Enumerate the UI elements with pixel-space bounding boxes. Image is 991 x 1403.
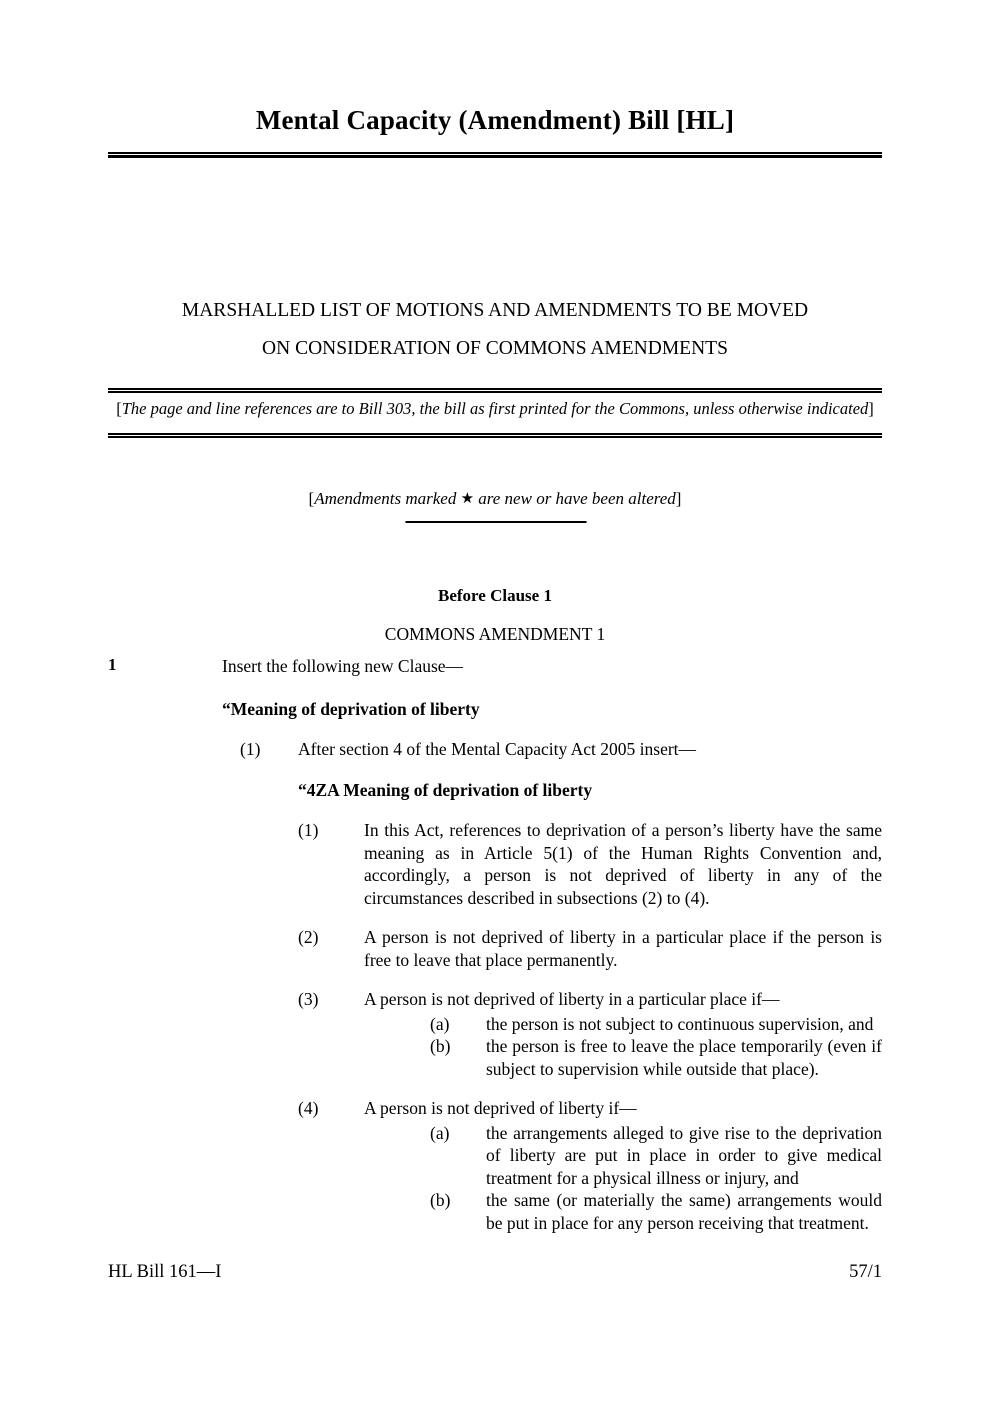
paragraph-3a-text: the person is not subject to continuous supervision, and <box>486 1013 874 1034</box>
paragraph-4b-marker: (b) <box>430 1190 451 1210</box>
amendment-lead-row <box>108 655 882 678</box>
paragraph-4a-text: the arrangements alleged to give rise to the deprivation of liberty are put in place in order to give medical treatment for a physical illness or injury, and <box>486 1122 882 1188</box>
subsection-2 <box>298 926 882 971</box>
commons-amendment-heading: COMMONS AMENDMENT 1 <box>384 624 606 644</box>
paragraph-4b-text: the same (or materially the same) arrangements would be put in place for any person receiving that treatment. <box>486 1190 882 1233</box>
amendment-lead-in: Insert the following new Clause— <box>222 656 464 676</box>
new-clause-title: “Meaning of deprivation of liberty <box>222 699 480 719</box>
starred-close-bracket: ] <box>675 489 682 508</box>
subsection-3 <box>298 988 882 1080</box>
page-reference-note <box>108 398 882 419</box>
subsection-3-marker: (3) <box>298 989 319 1009</box>
star-icon: ★ <box>460 491 475 507</box>
amendment-number: 1 <box>108 655 117 674</box>
subsection-2-text: A person is not deprived of liberty in a particular place if the person is free to leave that place permanently. <box>364 927 882 970</box>
note-close-bracket: ] <box>868 399 874 418</box>
starred-amendments-note <box>108 489 882 509</box>
clause-item-1-marker: (1) <box>240 739 261 759</box>
paragraph-3b <box>430 1035 882 1080</box>
starred-text-before: Amendments marked <box>314 489 461 508</box>
title-rule <box>108 152 882 158</box>
separator-rule <box>405 521 586 523</box>
subsection-4-marker: (4) <box>298 1098 319 1118</box>
note-rule-bottom <box>108 433 882 438</box>
starred-open-bracket: [ <box>308 489 315 508</box>
clause-item-1-text: After section 4 of the Mental Capacity Act 2005 insert— <box>298 739 697 759</box>
subtitle-line-2: ON CONSIDERATION OF COMMONS AMENDMENTS <box>262 338 728 359</box>
paragraph-4a-marker: (a) <box>430 1122 450 1143</box>
document-subtitle <box>108 292 882 368</box>
paragraph-4b <box>430 1189 882 1234</box>
subsection-3-text: A person is not deprived of liberty in a particular place if— <box>364 989 780 1009</box>
subsection-1-marker: (1) <box>298 820 319 840</box>
starred-text-after: are new or have been altered <box>474 489 676 508</box>
note-text: The page and line references are to Bill 303, the bill as first printed for the Commons, unless otherwise indicated <box>121 399 869 418</box>
page-title: Mental Capacity (Amendment) Bill [HL] <box>255 105 735 135</box>
subsection-2-marker: (2) <box>298 927 319 947</box>
amendment-block <box>108 655 882 1234</box>
footer-bill-reference: HL Bill 161—I <box>108 1262 222 1282</box>
paragraph-3b-marker: (b) <box>430 1036 451 1056</box>
subsection-4 <box>298 1097 882 1234</box>
subsection-1 <box>298 819 882 909</box>
before-clause-heading: Before Clause 1 <box>438 586 552 605</box>
paragraph-4a <box>430 1122 882 1190</box>
note-open-bracket: [ <box>116 399 122 418</box>
subsection-1-text: In this Act, references to deprivation of a person’s liberty have the same meaning as in Article 5(1) of the Human Rights Convention and, accordingly, a person is not deprived of liberty in any of the circumstances described in subsections (2) to (4). <box>364 820 882 908</box>
paragraph-3a-marker: (a) <box>430 1013 450 1034</box>
subsection-4-text: A person is not deprived of liberty if— <box>364 1098 637 1118</box>
subtitle-line-1: MARSHALLED LIST OF MOTIONS AND AMENDMENTS TO BE MOVED <box>181 300 809 321</box>
paragraph-3b-text: the person is free to leave the place temporarily (even if subject to supervision while outside that place). <box>486 1036 882 1079</box>
page-footer <box>108 1262 882 1283</box>
clause-item-1 <box>240 738 882 761</box>
inserted-section-heading: “4ZA Meaning of deprivation of liberty <box>298 780 593 800</box>
note-rule-top <box>108 388 882 393</box>
footer-page-reference: 57/1 <box>849 1262 882 1282</box>
paragraph-3a <box>430 1013 882 1036</box>
